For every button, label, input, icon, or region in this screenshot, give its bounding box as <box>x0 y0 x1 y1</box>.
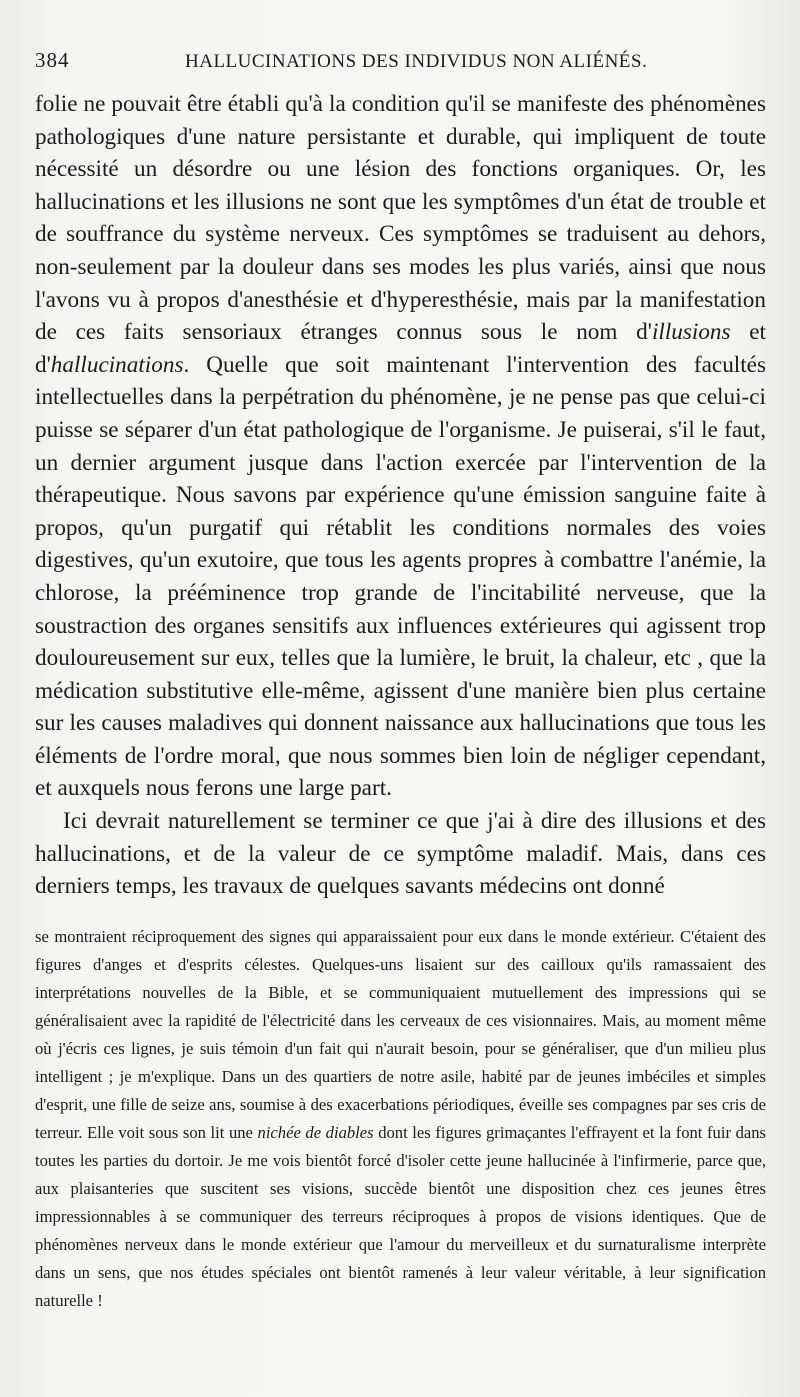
italic-phrase-nichee: nichée de diables <box>257 1123 374 1143</box>
page-header <box>35 48 766 88</box>
paragraph-1-text-c: . Quelle que soit maintenant l'intervention des facultés intellectuelles dans la perpétration du phénomène, je ne pense pas que celui-ci puisse se séparer d'un état pathologique de l'organisme. Je puiserai, s'il le faut, un dernier argument jusque dans l'action exercée par l'intervention de la thérapeutique. Nous savons par expérience qu'une émission sanguine faite à propos, qu'un purgatif qui rétablit les conditions normales des voies digestives, qu'un exutoire, que tous les agents propres à combattre l'anémie, la chlorose, la prééminence trop grande de l'incitabilité nerveuse, que la soustraction des organes sensitifs aux influences extérieures qui agissent trop douloureusement sur eux, telles que la lumière, le bruit, la chaleur, etc , que la médication substitutive elle-même, agissent d'une manière bien plus certaine sur les causes maladives qui donnent naissance aux hallucinations que tous les éléments de l'ordre moral, que nous sommes bien loin de négliger cependant, et auxquels nous ferons une large part. <box>35 351 766 802</box>
page-number: 384 <box>35 48 70 72</box>
footnote-text-a: se montraient réciproquement des signes qui apparaissaient pour eux dans le monde extérieur. C'étaient des figures d'anges et d'esprits célestes. Quelques-uns lisaient sur des cailloux qu'ils ramassaient des interprétations nouvelles de la Bible, et se communiquaient mutuellement des impressions qui se généralisaient avec la rapidité de l'électricité dans les cerveaux de ces visionnaires. Mais, au moment même où j'écris ces lignes, je suis témoin d'un fait qui n'aurait besoin, pour se généraliser, que d'un milieu plus intelligent ; je m'explique. Dans un des quartiers de notre asile, habité par de jeunes imbéciles et simples d'esprit, une fille de seize ans, soumise à des exacerbations périodiques, éveille ses compagnes par ses cris de terreur. Elle voit sous son lit une <box>35 926 766 1143</box>
paragraph-2: Ici devrait naturellement se terminer ce que j'ai à dire des illusions et des hallucinations, et de la valeur de ce symptôme maladif. Mais, dans ces derniers temps, les travaux de quelques savants médecins ont donné <box>35 808 766 900</box>
paragraph-1 <box>35 88 766 805</box>
footnote-text-b: dont les figures grimaçantes l'effrayent et la font fuir dans toutes les parties du dortoir. Je me vois bientôt forcé d'isoler cette jeune hallucinée à l'infirmerie, parce que, aux plaisanteries que suscitent ses visions, succède bientôt une disposition chez ces jeunes êtres impressionnables à se communiquer des terreurs réciproques à propos de visions identiques. Que de phénomènes nerveux dans le monde extérieur que l'amour du merveilleux et du surnaturalisme interprète dans un sens, que nos études spéciales ont bientôt ramenés à leur valeur véritable, à leur signification naturelle ! <box>35 1123 766 1311</box>
italic-term-hallucinations: hallucinations <box>50 351 184 378</box>
running-title: HALLUCINATIONS DES INDIVIDUS NON ALIÉNÉS. <box>185 51 648 72</box>
paragraph-1-text-b: et d' <box>35 319 766 378</box>
italic-term-illusions: illusions <box>651 319 731 346</box>
paragraph-1-text-a: folie ne pouvait être établi qu'à la condition qu'il se manifeste des phénomènes pathologiques d'une nature persistante et durable, qui impliquent de toute nécessité un désordre ou une lésion des fonctions organiques. Or, les hallucinations et les illusions ne sont que les symptômes d'un état de trouble et de souffrance du système nerveux. Ces symptômes se traduisent au dehors, non-seulement par la douleur dans ses modes les plus variés, ainsi que nous l'avons vu à propos d'anesthésie et d'hyperesthésie, mais par la manifestation de ces faits sensoriaux étranges connus sous le nom d' <box>35 91 766 346</box>
footnote-paragraph <box>35 923 766 1316</box>
footnote <box>35 923 766 1316</box>
main-text <box>35 88 766 903</box>
